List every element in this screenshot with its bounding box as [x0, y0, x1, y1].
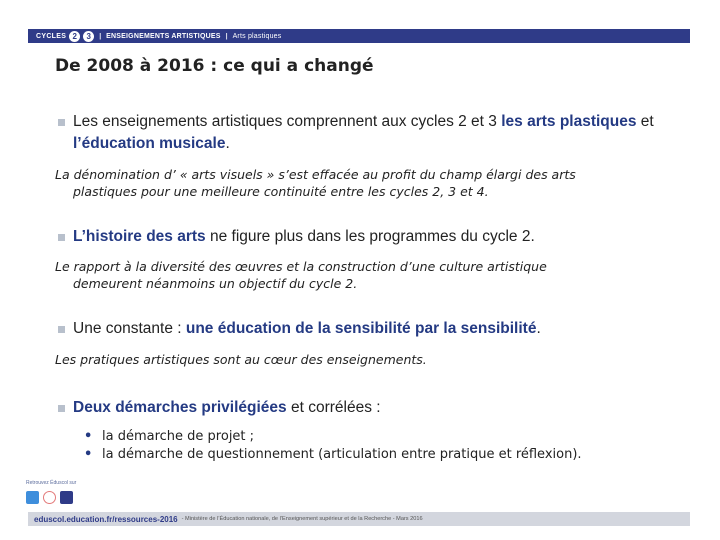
footer-credits: - Ministère de l’Éducation nationale, de l’Enseignement supérieur et de la Recherche - Mars 2016: [181, 516, 423, 522]
bullet-item: [55, 226, 665, 248]
highlight: les arts plastiques: [501, 113, 637, 130]
bullet-square-icon: [58, 119, 65, 126]
highlight: une éducation de la sensibilité par la sensibilité: [185, 320, 537, 337]
highlight: Deux démarches privilégiées: [73, 399, 287, 416]
top-banner: [28, 29, 690, 43]
bullet-text: Une constante : une éducation de la sensibilité par la sensibilité.: [73, 320, 541, 337]
bullet-square-icon: [58, 234, 65, 241]
breadcrumb-separator: |: [225, 32, 228, 40]
breadcrumb-section: ENSEIGNEMENTS ARTISTIQUES: [106, 32, 221, 40]
cycle-3-badge: 3: [83, 31, 94, 42]
page-title: De 2008 à 2016 : ce qui a changé: [55, 56, 374, 76]
twitter-icon[interactable]: [26, 491, 39, 504]
highlight: l’éducation musicale: [73, 135, 226, 152]
bullet-item: [55, 318, 665, 340]
bullet-square-icon: [58, 405, 65, 412]
breadcrumb-subsection: Arts plastiques: [232, 32, 282, 40]
bullet-note: Le rapport à la diversité des œuvres et la construction d’une culture artistique demeurent néanmoins un objectif du cycle 2.: [55, 259, 547, 291]
bullet-text: L’histoire des arts ne figure plus dans les programmes du cycle 2.: [73, 228, 535, 245]
footer-url-link[interactable]: eduscol.education.fr/ressources-2016: [34, 514, 178, 524]
breadcrumb-separator: |: [99, 32, 102, 40]
sub-list: [84, 428, 582, 464]
bullet-item: [55, 397, 665, 419]
list-item: • la démarche de projet ;: [84, 429, 255, 444]
bullet-text: Les enseignements artistiques comprennent aux cycles 2 et 3 les arts plastiques et l’éducation musicale.: [73, 113, 654, 152]
bullet-square-icon: [58, 326, 65, 333]
dailymotion-icon[interactable]: [60, 491, 73, 504]
bullet-text: Deux démarches privilégiées et corrélées :: [73, 399, 381, 416]
social-label: Retrouvez Éduscol sur: [26, 480, 77, 486]
cycles-label: CYCLES: [36, 32, 67, 40]
bullet-item: [55, 111, 665, 155]
bullet-note: La dénomination d’ « arts visuels » s’est effacée au profit du champ élargi des arts plastiques pour une meilleure continuité entre les cycles 2, 3 et 4.: [55, 167, 576, 199]
footer-bar: [28, 512, 690, 526]
list-item: • la démarche de questionnement (articulation entre pratique et réflexion).: [84, 447, 582, 462]
highlight: L’histoire des arts: [73, 228, 206, 245]
cycle-2-badge: 2: [69, 31, 80, 42]
bullet-dot-icon: •: [84, 429, 93, 444]
bullet-dot-icon: •: [84, 447, 93, 462]
scoopit-icon[interactable]: [43, 491, 56, 504]
social-links: [26, 480, 76, 504]
bullet-note: Les pratiques artistiques sont au cœur des enseignements.: [55, 352, 427, 367]
